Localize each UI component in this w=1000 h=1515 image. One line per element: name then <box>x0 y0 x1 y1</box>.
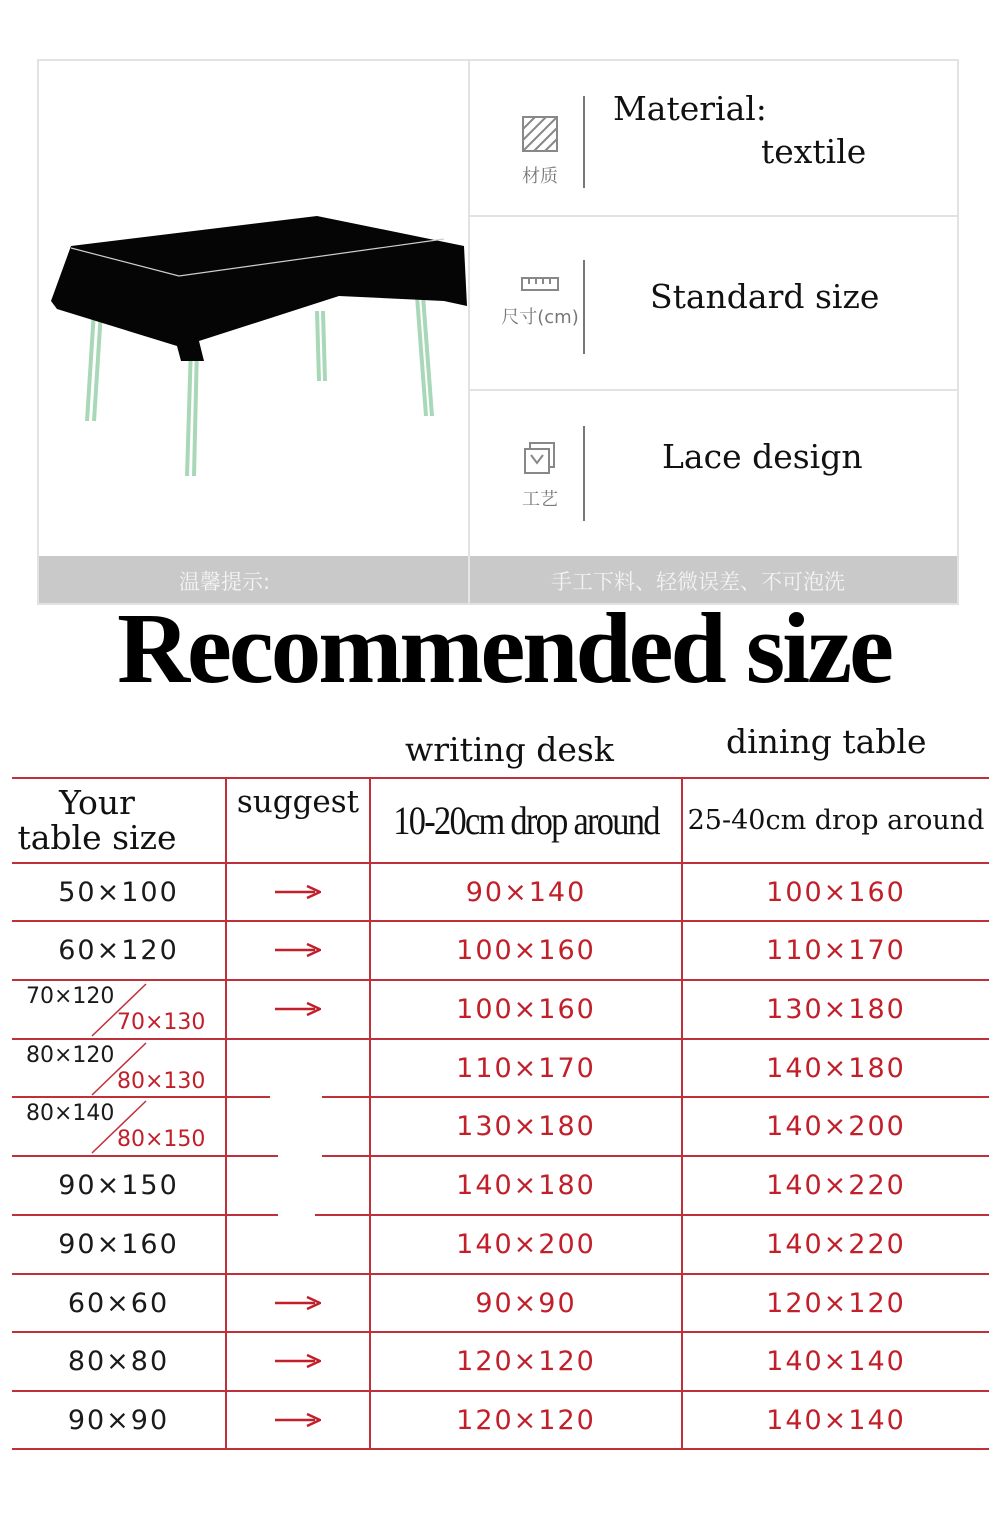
split-size-cell <box>12 1097 225 1155</box>
material-label: Material: <box>613 89 767 128</box>
spec-divider <box>583 260 585 354</box>
group-header-dining-table: dining table <box>726 722 927 761</box>
ruler-icon <box>520 275 560 293</box>
table-size-primary: 80×140 <box>26 1101 115 1126</box>
craft-icon <box>523 441 557 475</box>
arrow-right-icon <box>275 885 321 899</box>
suggest-arrow-cell <box>227 980 369 1038</box>
dining-table-size-cell: 140×140 <box>766 1404 906 1436</box>
texture-swatch-icon <box>522 116 558 152</box>
spec-caption-size: 尺寸(cm) <box>501 307 579 328</box>
table-size-cell: 50×100 <box>58 876 179 908</box>
spec-icon-group <box>490 275 590 329</box>
arrow-right-icon <box>275 1296 321 1310</box>
table-rule <box>12 777 989 779</box>
table-size-cell: 80×80 <box>67 1345 170 1377</box>
arrow-right-icon <box>275 943 321 957</box>
spec-row-material <box>470 61 959 217</box>
arrow-right-icon <box>275 1354 321 1368</box>
table-size-cell: 90×160 <box>58 1228 179 1260</box>
writing-desk-size-cell: 90×90 <box>475 1287 577 1319</box>
table-size-cell: 60×120 <box>58 934 179 966</box>
split-size-cell <box>12 980 225 1038</box>
writing-desk-size-cell: 140×200 <box>456 1228 596 1260</box>
spec-divider <box>583 426 585 521</box>
writing-desk-size-cell: 120×120 <box>456 1345 596 1377</box>
writing-desk-size-cell: 110×170 <box>456 1052 596 1084</box>
writing-desk-size-cell: 140×180 <box>456 1169 596 1201</box>
arrow-right-icon <box>275 1002 321 1016</box>
notice-text: 手工下料、轻微误差、不可泡洗 <box>551 570 845 594</box>
notice-label: 温馨提示: <box>179 570 271 594</box>
dining-table-size-cell: 140×140 <box>766 1345 906 1377</box>
table-size-cell: 90×150 <box>58 1169 179 1201</box>
writing-desk-size-cell: 100×160 <box>456 934 596 966</box>
dining-table-size-cell: 140×220 <box>766 1228 906 1260</box>
split-size-cell <box>12 1039 225 1097</box>
writing-desk-size-cell: 90×140 <box>465 876 587 908</box>
product-photo <box>39 61 470 556</box>
column-header-table-size: Your table size <box>17 783 177 857</box>
column-header-suggest: suggest <box>236 784 360 820</box>
suggest-arrow-cell <box>227 1274 369 1332</box>
column-header-writing-desk-drop: 10-20cm drop around <box>393 798 659 843</box>
group-header-writing-desk: writing desk <box>405 730 614 769</box>
suggest-arrow-cell <box>227 1391 369 1449</box>
suggest-arrow-cell <box>227 1332 369 1390</box>
spec-icon-group <box>490 116 590 188</box>
suggest-arrow-cell <box>227 863 369 921</box>
writing-desk-size-cell: 120×120 <box>456 1404 596 1436</box>
spec-caption-craft: 工艺 <box>522 489 558 510</box>
size-value: Standard size <box>650 277 880 316</box>
table-size-cell: 90×90 <box>67 1404 170 1436</box>
table-size-alternate: 70×130 <box>117 1010 206 1035</box>
dining-table-size-cell: 140×180 <box>766 1052 906 1084</box>
dining-table-size-cell: 140×200 <box>766 1110 906 1142</box>
writing-desk-size-cell: 100×160 <box>456 993 596 1025</box>
column-header-dining-drop: 25-40cm drop around <box>687 804 985 836</box>
dining-table-size-cell: 130×180 <box>766 993 906 1025</box>
suggest-arrow-cell <box>227 921 369 979</box>
spec-divider <box>583 96 585 188</box>
material-value: textile <box>761 132 867 171</box>
craft-value: Lace design <box>662 437 863 476</box>
table-size-cell: 60×60 <box>67 1287 170 1319</box>
table-size-primary: 70×120 <box>26 984 115 1009</box>
dining-table-size-cell: 120×120 <box>766 1287 906 1319</box>
table-size-primary: 80×120 <box>26 1043 115 1068</box>
table-size-alternate: 80×150 <box>117 1127 206 1152</box>
dining-table-size-cell: 140×220 <box>766 1169 906 1201</box>
arrow-right-icon <box>275 1413 321 1427</box>
spec-row-craft <box>470 391 959 556</box>
spec-caption-material: 材质 <box>522 166 558 187</box>
spec-icon-group <box>490 441 590 511</box>
tablecloth-illustration <box>39 61 470 556</box>
dining-table-size-cell: 100×160 <box>766 876 906 908</box>
table-size-alternate: 80×130 <box>117 1069 206 1094</box>
writing-desk-size-cell: 130×180 <box>456 1110 596 1142</box>
dining-table-size-cell: 110×170 <box>766 934 906 966</box>
product-info-card <box>37 59 959 605</box>
spec-row-size <box>470 217 959 391</box>
page-title: Recommended size <box>117 592 891 704</box>
